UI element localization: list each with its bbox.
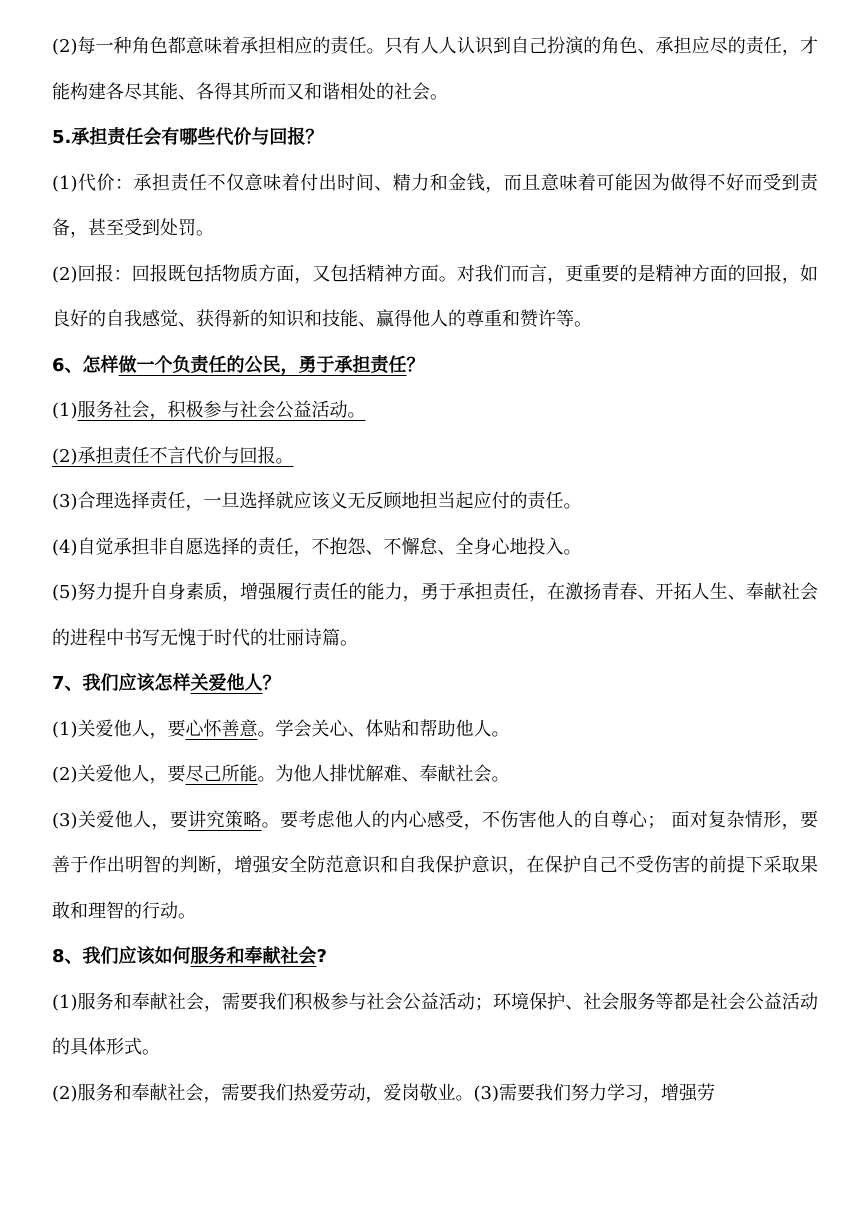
heading-q5: 5.承担责任会有哪些代价与回报？ [52,127,324,148]
heading-q6-underlined: 做一个负责任的公民，勇于承担责任 [118,354,407,376]
heading-q8-suffix: ? [316,946,327,967]
q8-point-1: (1)服务和奉献社会，需要我们积极参与社会公益活动；环境保护、社会服务等都是社会公益活动的具体形式。 [52,991,818,1058]
q7-point-1-prefix: (1)关爱他人，要 [52,718,186,740]
q6-point-1-underlined: 服务社会，积极参与社会公益活动。 [77,400,366,421]
heading-q6-prefix: 6、怎样 [52,354,119,376]
q7-point-3-prefix: (3)关爱他人，要 [52,809,189,831]
q7-point-2-prefix: (2)关爱他人，要 [52,764,186,785]
q6-point-5: (5)努力提升自身素质，增强履行责任的能力，勇于承担责任，在激扬青春、开拓人生、奉献社会的进程中书写无愧于时代的壮丽诗篇。 [52,582,818,649]
q7-point-3-underlined: 讲究策略 [188,809,262,831]
q7-point-3-suffix: 。要考虑他人的内心感受，不伤害他人的自尊心； 面对复杂情形，要善于作出明智的判断，增强安全防范意识和自我保护意识，在保护自己不受伤害的前提下采取果敢和理智的行动。 [52,809,819,922]
q7-point-2-underlined: 尽己所能 [185,764,258,785]
q7-point-1-underlined: 心怀善意 [185,718,258,740]
q6-point-1-number: (1) [52,400,78,421]
q6-point-4: (4)自觉承担非自愿选择的责任，不抱怨、不懈怠、全身心地投入。 [52,536,582,558]
q6-point-3: (3)合理选择责任，一旦选择就应该义无反顾地担当起应付的责任。 [52,491,582,512]
q7-point-3 [52,798,818,935]
q5-cost-paragraph: (1)代价：承担责任不仅意味着付出时间、精力和金钱，而且意味着可能因为做得不好而受到责备，甚至受到处罚。 [52,172,818,239]
heading-q7 [52,661,818,707]
q7-point-2 [52,752,818,798]
heading-q8 [52,934,818,980]
q6-point-1 [52,388,818,434]
q5-reward-paragraph: (2)回报：回报既包括物质方面，又包括精神方面。对我们而言，更重要的是精神方面的回报，如良好的自我感觉、获得新的知识和技能、赢得他人的尊重和赞许等。 [52,263,818,330]
heading-q8-prefix: 8、我们应该如何 [52,946,191,967]
q7-point-1-suffix: 。学会关心、体贴和帮助他人。 [257,718,510,740]
q7-point-2-suffix: 。为他人排忧解难、奉献社会。 [257,764,510,785]
heading-q7-underlined: 关爱他人 [190,673,263,694]
heading-q6 [52,343,818,389]
heading-q7-prefix: 7、我们应该怎样 [52,673,191,694]
paragraph-role-responsibility: (2)每一种角色都意味着承担相应的责任。只有人人认识到自己扮演的角色、承担应尽的责任，才能构建各尽其能、各得其所而又和谐相处的社会。 [52,36,818,103]
heading-q8-underlined: 服务和奉献社会 [190,946,317,967]
q7-point-1 [52,707,818,753]
heading-q6-suffix: ？ [406,354,425,376]
q6-point-2-underlined: (2)承担责任不言代价与回报。 [52,445,294,467]
q6-point-2 [52,434,818,480]
heading-q7-suffix: ？ [262,673,281,694]
q8-point-2: (2)服务和奉献社会，需要我们热爱劳动，爱岗敬业。(3)需要我们努力学习，增强劳 [52,1082,715,1104]
